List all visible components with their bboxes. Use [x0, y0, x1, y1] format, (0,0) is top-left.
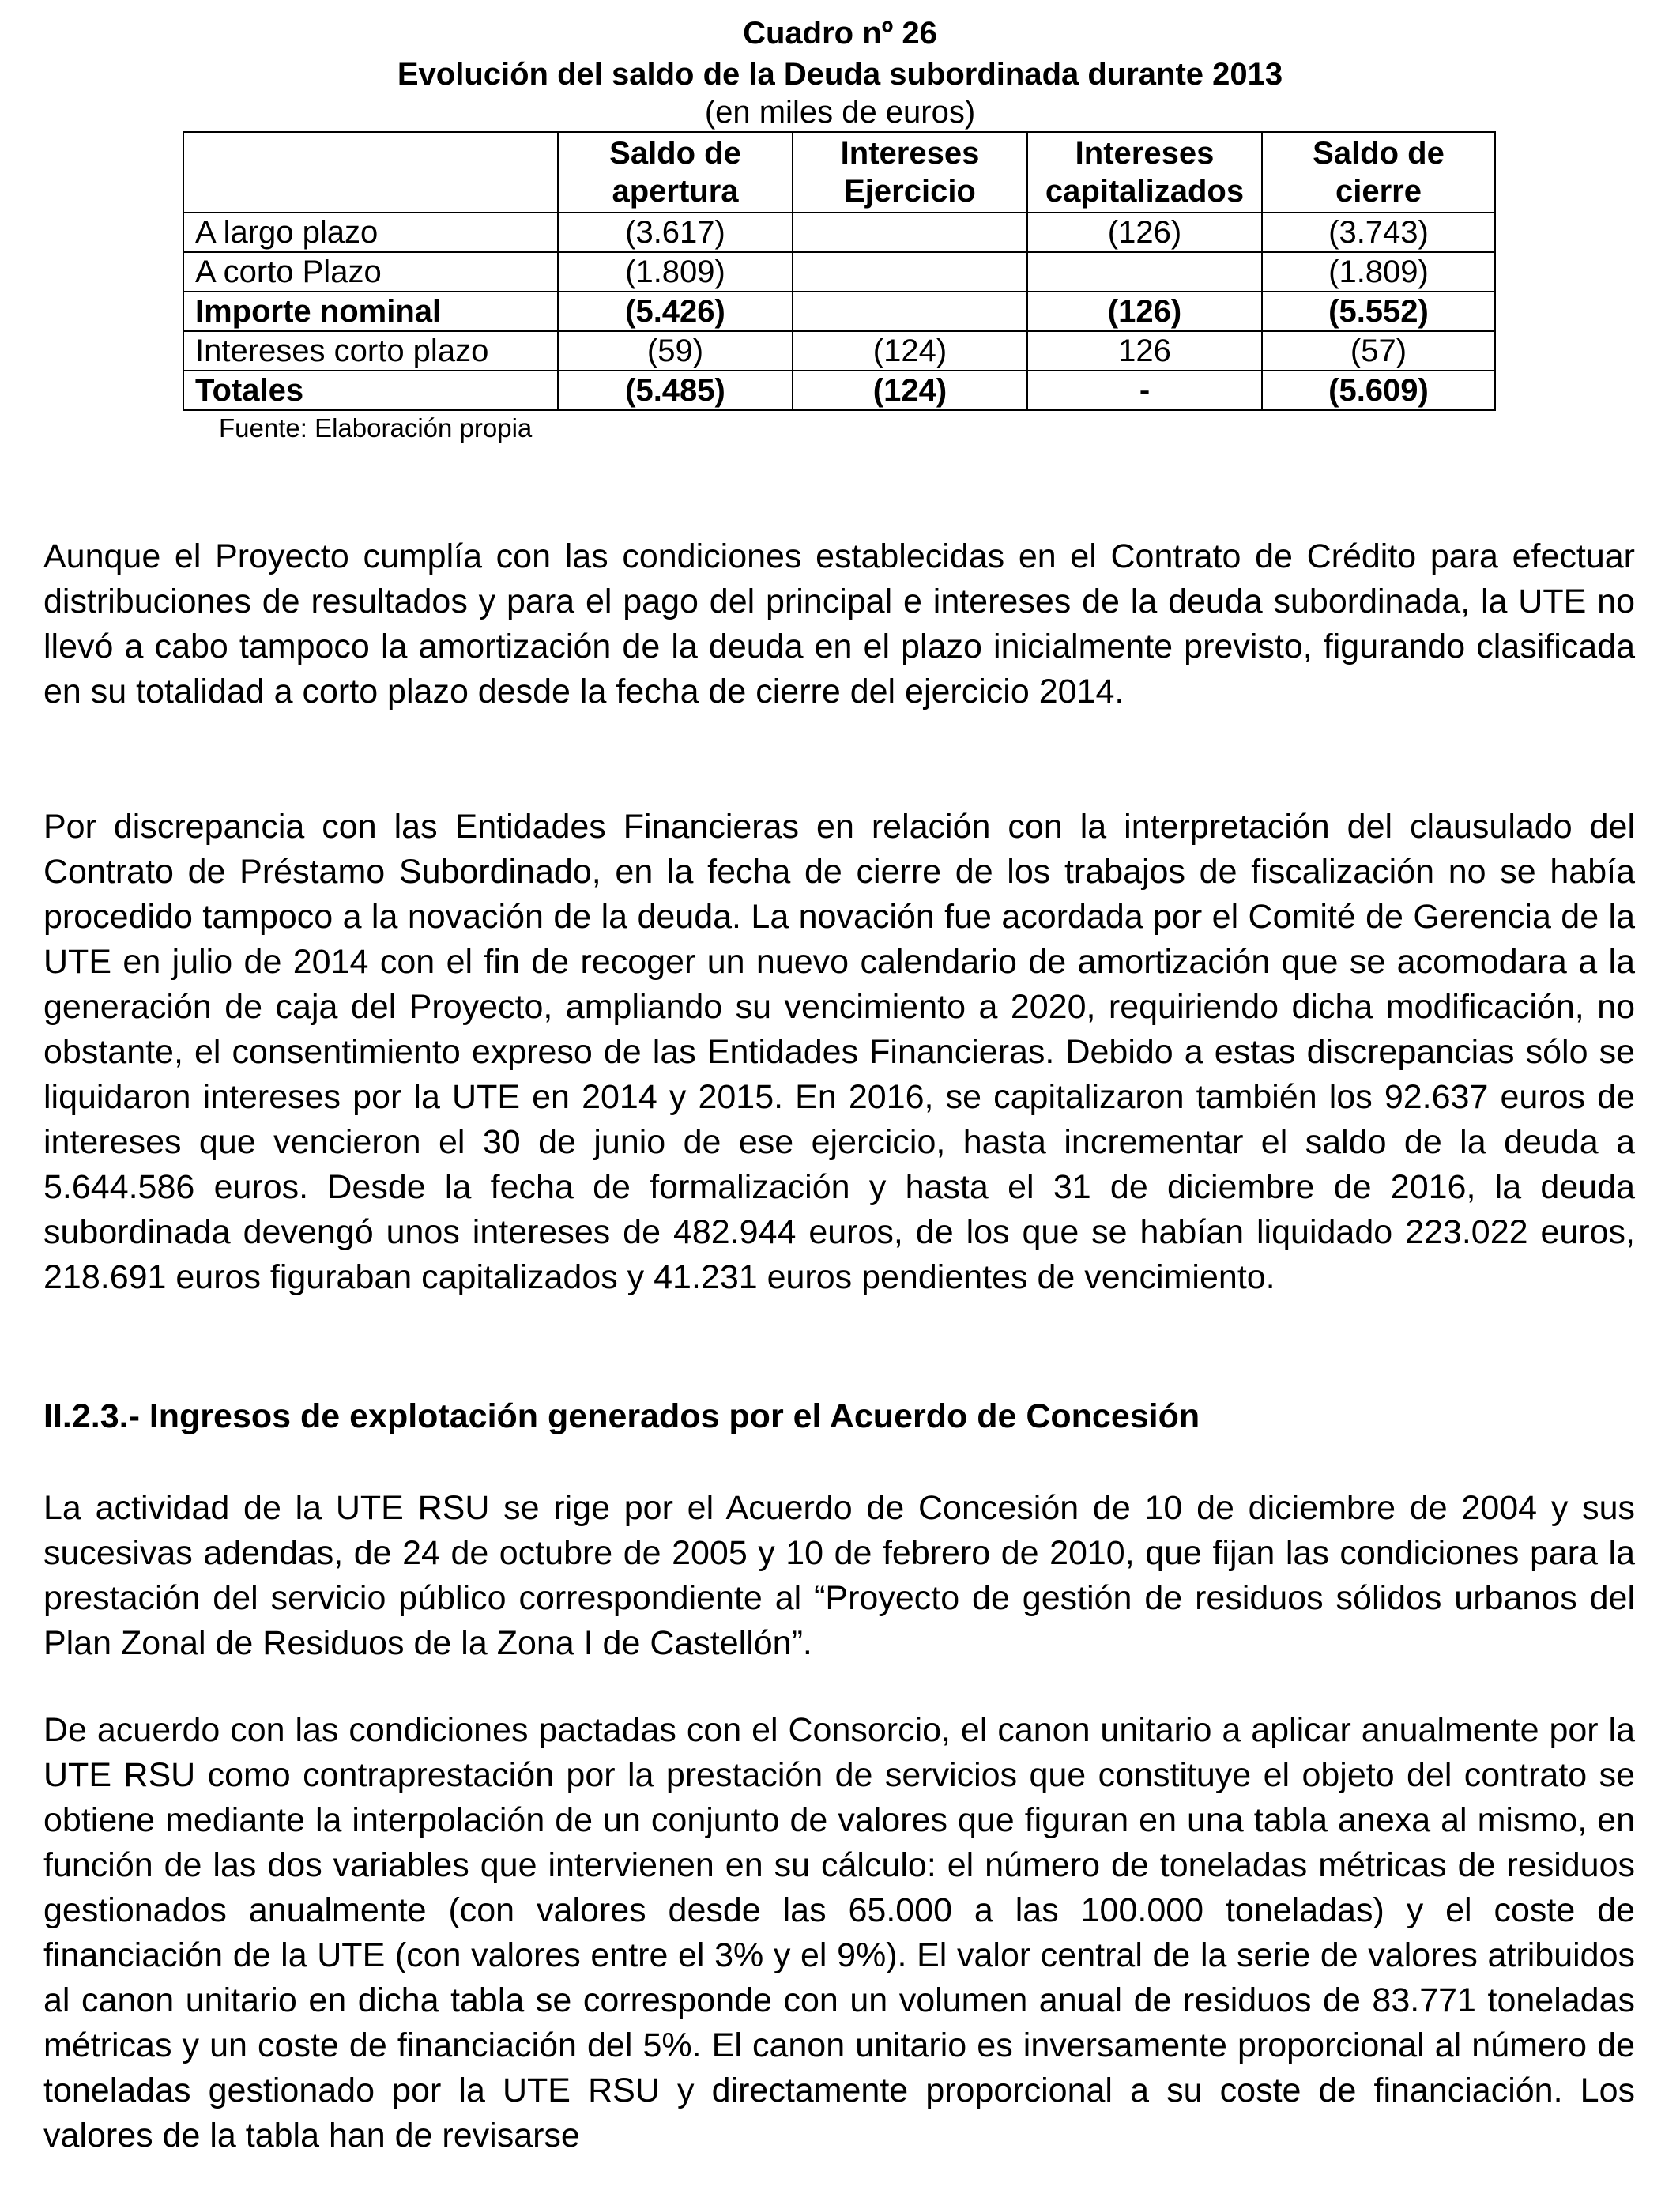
- table-cell: (5.552): [1262, 292, 1495, 331]
- table-body: [183, 213, 1495, 410]
- header-line: Intereses: [840, 136, 980, 171]
- table-cell: [793, 213, 1027, 252]
- row-label: A corto Plazo: [183, 252, 558, 292]
- header-line: apertura: [612, 174, 739, 209]
- table-cell: (1.809): [558, 252, 793, 292]
- paragraph-novacion: Por discrepancia con las Entidades Financieras en relación con la interpretación del clausulado del Contrato de Préstamo Subordinado, en la fecha de cierre de los trabajos de fiscalización no se había procedido tampoco a la novación de la deuda. La novación fue acordada por el Comité de Gerencia de la UTE en julio de 2014 con el fin de recoger un nuevo calendario de amortización que se acomodara a la generación de caja del Proyecto, ampliando su vencimiento a 2020, requiriendo dicha modificación, no obstante, el consentimiento expreso de las Entidades Financieras. Debido a estas discrepancias sólo se liquidaron intereses por la UTE en 2014 y 2015. En 2016, se capitalizaron también los 92.637 euros de intereses que vencieron el 30 de junio de ese ejercicio, hasta incrementar el saldo de la deuda a 5.644.586 euros. Desde la fecha de formalización y hasta el 31 de diciembre de 2016, la deuda subordinada devengó unos intereses de 482.944 euros, de los que se habían liquidado 223.022 euros, 218.691 euros figuraban capitalizados y 41.231 euros pendientes de vencimiento.: [43, 808, 1635, 1296]
- table-cell: [1027, 252, 1262, 292]
- table-cell: [793, 252, 1027, 292]
- table-cell: (5.609): [1262, 371, 1495, 410]
- section-heading: II.2.3.- Ingresos de explotación generados por el Acuerdo de Concesión: [43, 1397, 1200, 1435]
- header-empty: [183, 132, 558, 213]
- paragraph-amortizacion: Aunque el Proyecto cumplía con las condiciones establecidas en el Contrato de Crédito para efectuar distribuciones de resultados y para el pago del principal e intereses de la deuda subordinada, la UTE no llevó a cabo tampoco la amortización de la deuda en el plazo inicialmente previsto, figurando clasificada en su totalidad a corto plazo desde la fecha de cierre del ejercicio 2014.: [43, 537, 1635, 711]
- table-row: [183, 331, 1495, 371]
- header-line: Intereses: [1075, 136, 1215, 171]
- table-cell: [793, 292, 1027, 331]
- table-cell: (5.426): [558, 292, 793, 331]
- row-label: A largo plazo: [183, 213, 558, 252]
- table-cell: (3.743): [1262, 213, 1495, 252]
- table-cell: (57): [1262, 331, 1495, 371]
- table-row: [183, 213, 1495, 252]
- table-cell: (124): [793, 371, 1027, 410]
- header-intereses-ejercicio: [793, 132, 1027, 213]
- header-saldo-cierre: [1262, 132, 1495, 213]
- table-source: Fuente: Elaboración propia: [219, 413, 533, 443]
- paragraph-canon-unitario: De acuerdo con las condiciones pactadas con el Consorcio, el canon unitario a aplicar anualmente por la UTE RSU como contraprestación por la prestación de servicios que constituye el objeto del contrato se obtiene mediante la interpolación de un conjunto de valores que figuran en una tabla anexa al mismo, en función de las dos variables que intervienen en su cálculo: el número de toneladas métricas de residuos gestionados anualmente (con valores desde las 65.000 a las 100.000 toneladas) y el coste de financiación de la UTE (con valores entre el 3% y el 9%). El valor central de la serie de valores atribuidos al canon unitario en dicha tabla se corresponde con un volumen anual de residuos de 83.771 toneladas métricas y un coste de financiación del 5%. El canon unitario es inversamente proporcional al número de toneladas gestionado por la UTE RSU y directamente proporcional a su coste de financiación. Los valores de la tabla han de revisarse: [43, 1711, 1635, 2154]
- table-cell: -: [1027, 371, 1262, 410]
- table-cell: (5.485): [558, 371, 793, 410]
- row-label: Intereses corto plazo: [183, 331, 558, 371]
- table-row: [183, 252, 1495, 292]
- table-subtitle: Evolución del saldo de la Deuda subordinada durante 2013: [397, 57, 1283, 92]
- table-units: (en miles de euros): [704, 95, 976, 130]
- header-line: capitalizados: [1045, 174, 1245, 209]
- table-cell: (1.809): [1262, 252, 1495, 292]
- table-cell: (124): [793, 331, 1027, 371]
- header-line: Ejercicio: [844, 174, 976, 209]
- table-row: [183, 371, 1495, 410]
- table-cell: (3.617): [558, 213, 793, 252]
- header-line: Saldo de: [1313, 136, 1445, 171]
- table-title: Cuadro nº 26: [743, 16, 937, 51]
- subordinated-debt-table: [183, 131, 1496, 411]
- header-line: Saldo de: [609, 136, 741, 171]
- header-line: cierre: [1335, 174, 1422, 209]
- row-label: Totales: [183, 371, 558, 410]
- table-cell: (126): [1027, 213, 1262, 252]
- paragraph-acuerdo-concesion: La actividad de la UTE RSU se rige por el Acuerdo de Concesión de 10 de diciembre de 2004 y sus sucesivas adendas, de 24 de octubre de 2005 y 10 de febrero de 2010, que fijan las condiciones para la prestación del servicio público correspondiente al “Proyecto de gestión de residuos sólidos urbanos del Plan Zonal de Residuos de la Zona I de Castellón”.: [43, 1489, 1635, 1662]
- table-row: [183, 292, 1495, 331]
- header-saldo-apertura: [558, 132, 793, 213]
- row-label: Importe nominal: [183, 292, 558, 331]
- table-cell: 126: [1027, 331, 1262, 371]
- header-intereses-capitalizados: [1027, 132, 1262, 213]
- table-cell: (126): [1027, 292, 1262, 331]
- table-header-row: [183, 132, 1495, 213]
- table-cell: (59): [558, 331, 793, 371]
